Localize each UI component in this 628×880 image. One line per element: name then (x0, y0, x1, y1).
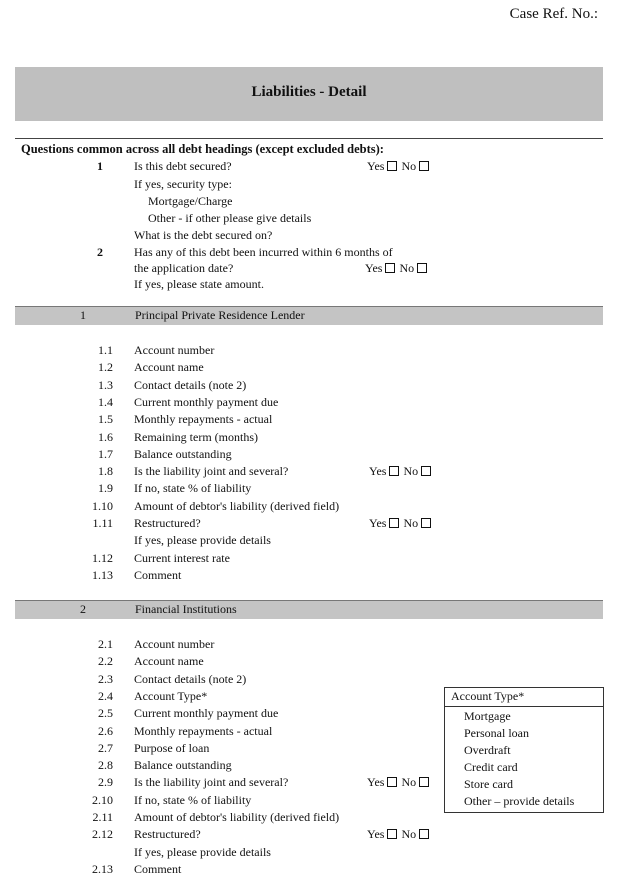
common-questions-heading: Questions common across all debt headings (except excluded debts): (21, 142, 384, 156)
item-label: Comment (134, 861, 182, 876)
item-number: 1.1 (98, 343, 113, 357)
item-label: Account number (134, 343, 215, 357)
no-checkbox[interactable] (421, 518, 431, 528)
item-number: 2.4 (98, 688, 113, 703)
item-label: Comment (134, 567, 182, 582)
item-label: Current monthly payment due (134, 706, 279, 721)
question-subtext: Other - if other please give details (148, 211, 312, 225)
item-label: Balance outstanding (134, 446, 232, 461)
question-subtext: What is the debt secured on? (134, 228, 273, 242)
item-label: Contact details (note 2) (134, 671, 247, 686)
item-number: 1.6 (98, 429, 113, 444)
question-subtext: If yes, security type: (134, 177, 232, 191)
item-number: 2.7 (98, 740, 113, 755)
item-label: Amount of debtor's liability (derived field) (134, 498, 340, 513)
item-number: 2.10 (92, 792, 113, 807)
item-number: 2.1 (98, 637, 113, 651)
item-number: 1.13 (92, 567, 113, 582)
yes-checkbox[interactable] (389, 518, 399, 528)
case-ref-label: Case Ref. No.: (509, 6, 598, 22)
account-type-option: Store card (464, 777, 513, 791)
yes-checkbox[interactable] (387, 829, 397, 839)
item-label: Is the liability joint and several? (134, 775, 289, 790)
account-type-option: Personal loan (464, 726, 529, 740)
item-number: 1.4 (98, 394, 113, 409)
item-label: Monthly repayments - actual (134, 412, 273, 427)
account-type-option: Overdraft (464, 743, 511, 757)
item-number: 2.9 (98, 775, 113, 790)
item-number: 1.5 (98, 412, 113, 427)
item-label: Restructured? (134, 827, 201, 842)
item-number: 1.2 (98, 360, 113, 375)
item-number: 1.8 (98, 464, 113, 479)
yes-checkbox[interactable] (389, 466, 399, 476)
no-checkbox[interactable] (419, 161, 429, 171)
item-number: 1.9 (98, 481, 113, 496)
item-number: 1.7 (98, 446, 113, 461)
question-text: the application date? (134, 261, 234, 275)
item-number: 1.12 (92, 550, 113, 565)
item-label: Account Type* (134, 688, 208, 703)
item-label: Monthly repayments - actual (134, 723, 273, 738)
question-text: Is this debt secured? (134, 159, 232, 173)
divider (15, 138, 603, 139)
item-label: Account number (134, 637, 215, 651)
item-number: 2.5 (98, 706, 113, 721)
question-subtext: Mortgage/Charge (148, 194, 233, 208)
item-label: Balance outstanding (134, 758, 232, 773)
item-number: 1.3 (98, 377, 113, 392)
item-label: Contact details (note 2) (134, 377, 247, 392)
item-label: Restructured? (134, 516, 201, 530)
item-number: 1.11 (92, 516, 113, 530)
item-label: Is the liability joint and several? (134, 464, 289, 479)
account-type-option: Credit card (464, 760, 518, 774)
yes-no-choice: Yes No (367, 775, 433, 790)
no-checkbox[interactable] (417, 263, 427, 273)
item-number: 2.12 (92, 827, 113, 842)
yes-no-choice: Yes No (367, 827, 433, 842)
no-checkbox[interactable] (421, 466, 431, 476)
section-header-principal-residence (15, 306, 603, 325)
item-number: 2.8 (98, 758, 113, 773)
item-number: 2.3 (98, 671, 113, 686)
item-label: If yes, please provide details (134, 533, 271, 548)
item-label: Amount of debtor's liability (derived field) (134, 810, 340, 824)
yes-no-choice: Yes No (365, 261, 431, 276)
section-number: 1 (80, 308, 86, 322)
no-checkbox[interactable] (419, 777, 429, 787)
item-label: Remaining term (months) (134, 429, 258, 444)
divider (445, 706, 603, 707)
item-number: 2.11 (92, 810, 113, 824)
question-number: 1 (97, 159, 103, 173)
item-number: 2.2 (98, 654, 113, 669)
account-type-options-box (444, 687, 604, 813)
item-label: If no, state % of liability (134, 792, 252, 807)
section-title: Financial Institutions (135, 602, 237, 616)
yes-checkbox[interactable] (385, 263, 395, 273)
page-title-bar (15, 67, 603, 121)
section-title: Principal Private Residence Lender (135, 308, 305, 322)
section-header-financial-institutions (15, 600, 603, 619)
item-label: Account name (134, 654, 204, 669)
item-label: Current monthly payment due (134, 394, 279, 409)
question-subtext: If yes, please state amount. (134, 277, 264, 291)
yes-no-choice: Yes No (369, 464, 435, 479)
account-type-option: Mortgage (464, 709, 511, 723)
item-number: 1.10 (92, 498, 113, 513)
account-type-option: Other – provide details (464, 794, 575, 808)
yes-no-choice: Yes No (369, 516, 435, 531)
question-number: 2 (97, 245, 103, 259)
yes-checkbox[interactable] (387, 161, 397, 171)
item-number: 2.13 (92, 861, 113, 876)
page-title: Liabilities - Detail (251, 84, 367, 100)
item-label: Current interest rate (134, 550, 230, 565)
yes-no-choice: Yes No (367, 159, 433, 174)
item-label: If yes, please provide details (134, 844, 271, 859)
no-checkbox[interactable] (419, 829, 429, 839)
section-number: 2 (80, 602, 86, 616)
item-label: If no, state % of liability (134, 481, 252, 496)
account-type-header: Account Type* (451, 689, 525, 703)
item-label: Purpose of loan (134, 740, 210, 755)
yes-checkbox[interactable] (387, 777, 397, 787)
item-number: 2.6 (98, 723, 113, 738)
item-label: Account name (134, 360, 204, 375)
question-text: Has any of this debt been incurred within 6 months of (134, 245, 393, 259)
